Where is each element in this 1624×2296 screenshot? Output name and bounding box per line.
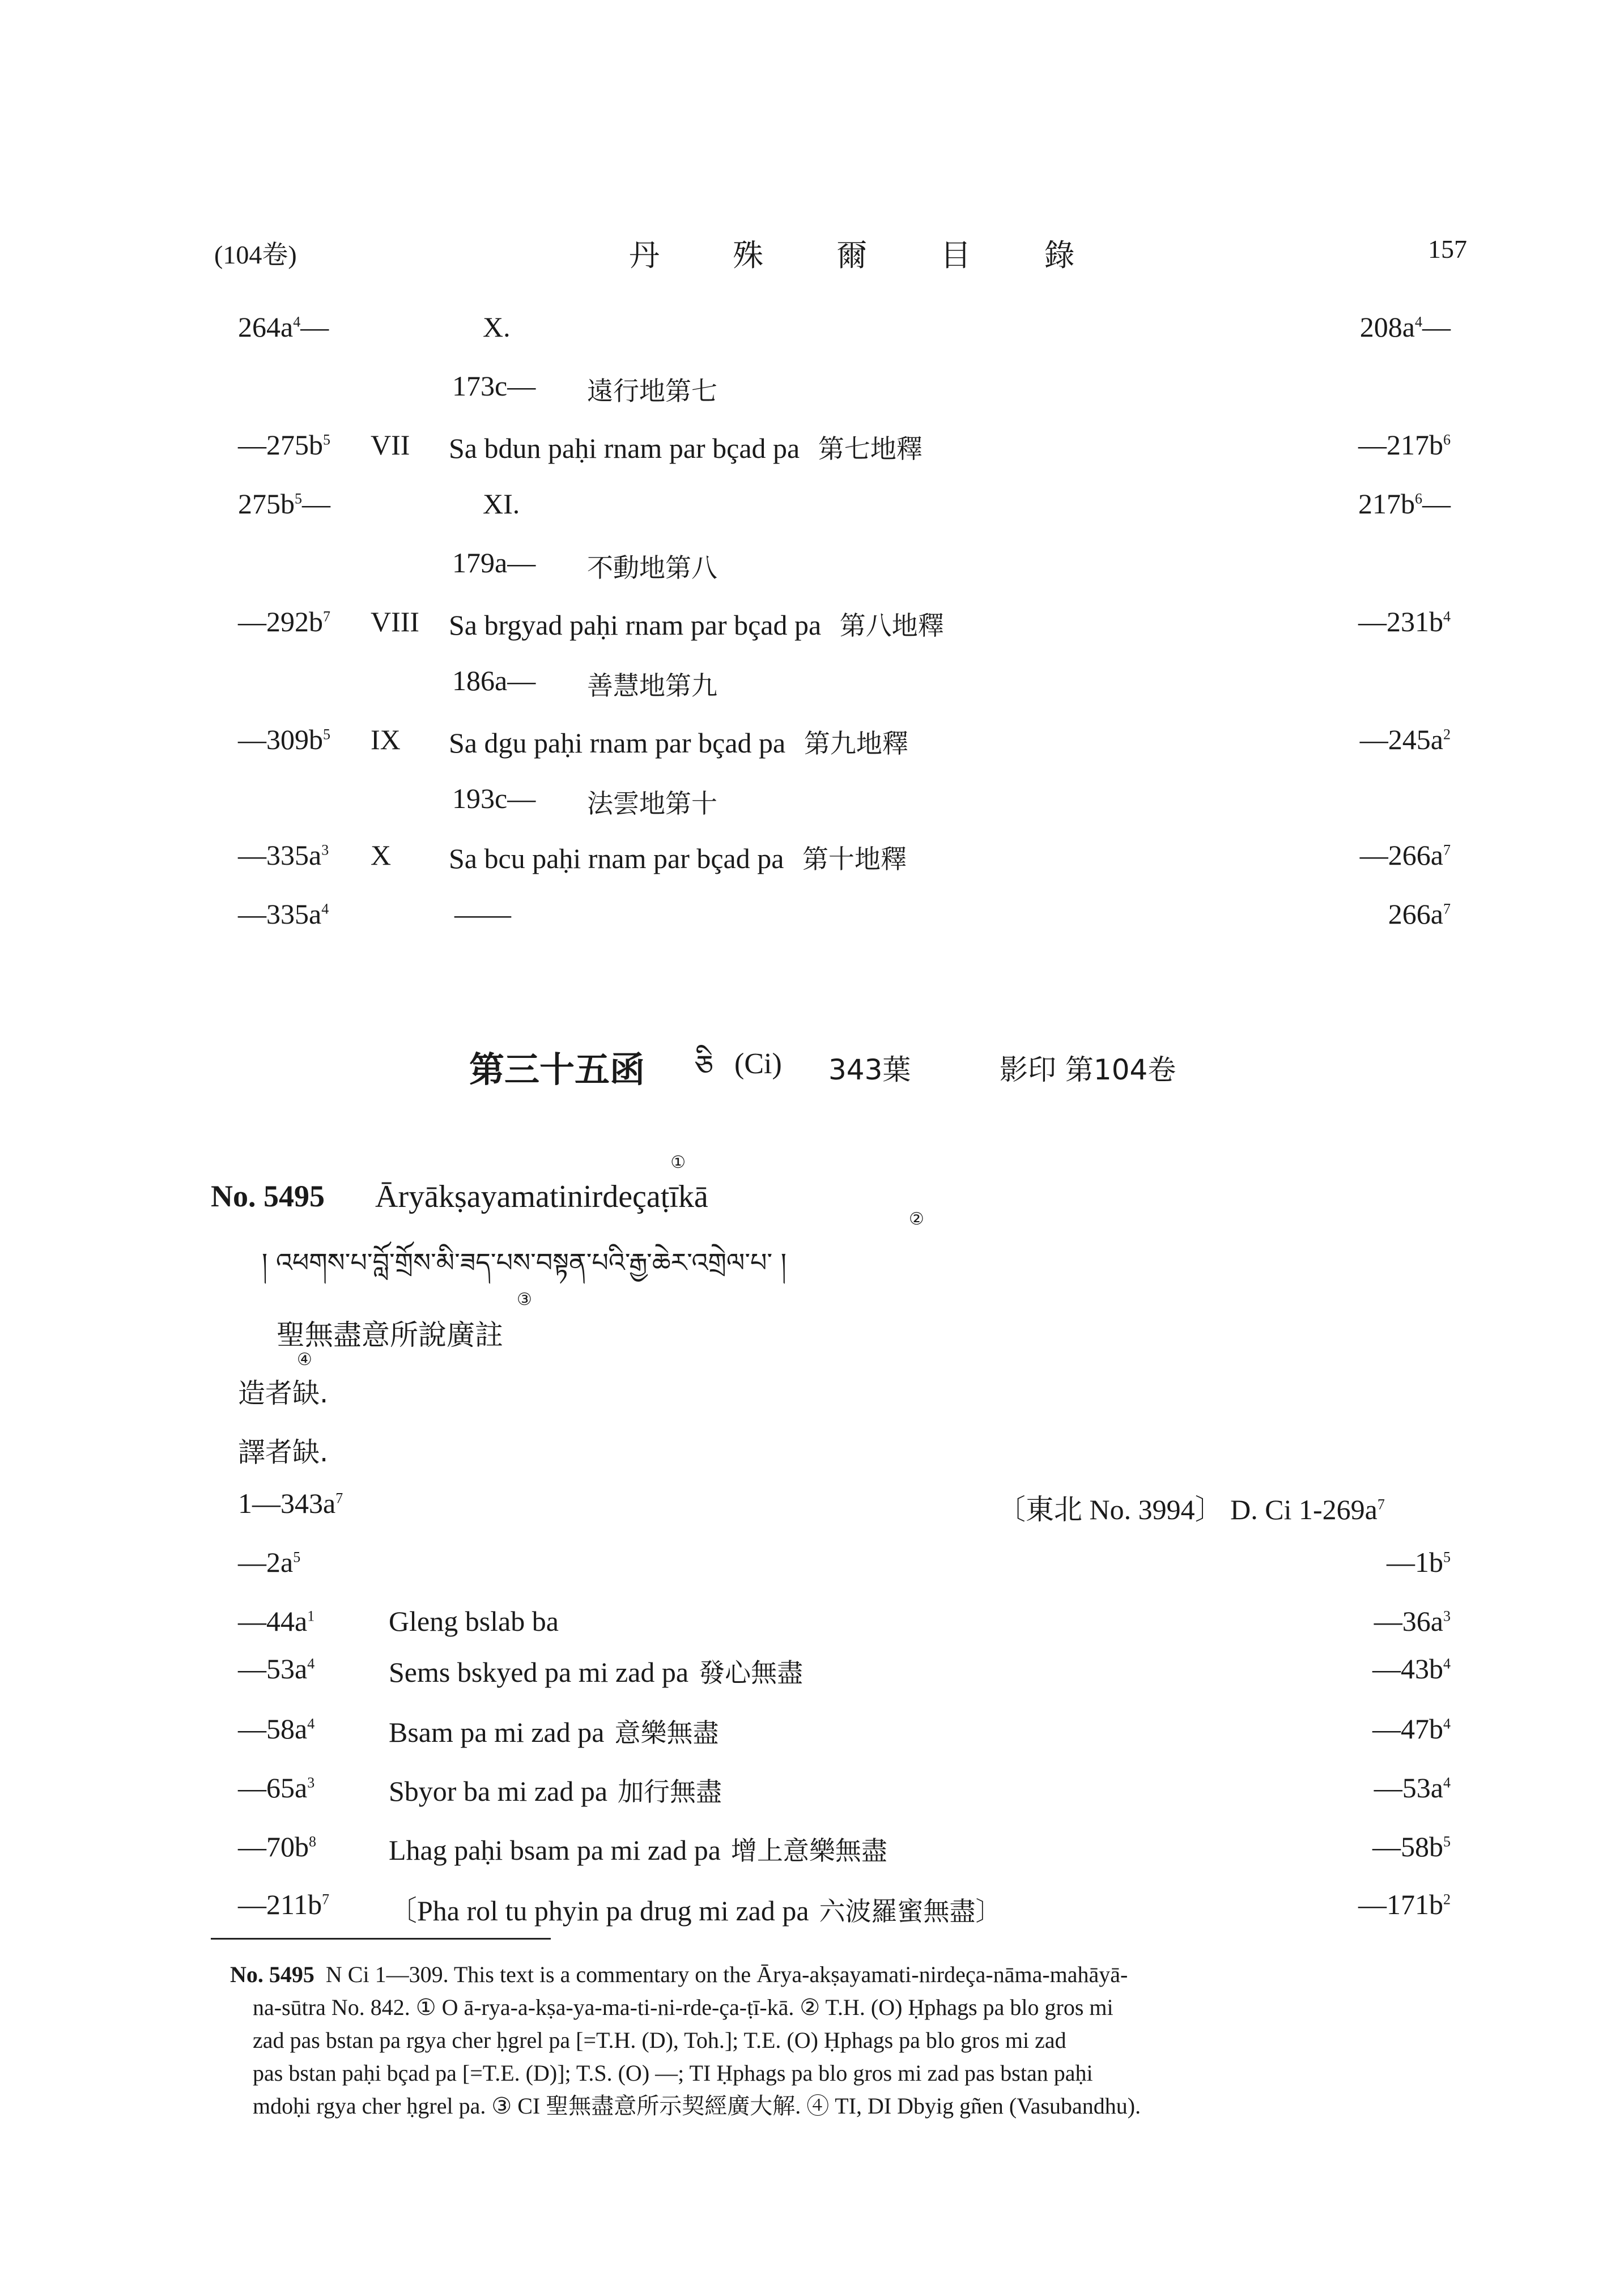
entry-number: No. 5495 — [211, 1179, 325, 1213]
note-mark-3: ③ — [517, 1290, 532, 1309]
folio-text: —335a — [238, 839, 322, 871]
folio-line: 4 — [307, 1715, 315, 1732]
folio-tail: — — [300, 311, 329, 343]
folio-text: —53a — [238, 1653, 308, 1685]
folio-line: 7 — [322, 1891, 330, 1908]
footnote-line-2: na-sūtra No. 842. ① O ā-rya-a-kṣa-ya-ma-ti-ni-rde-ça-ṭī-kā. ② T.H. (O) Ḥphags pa blo gros mi — [253, 1995, 1113, 2020]
folio-text: —335a — [238, 898, 322, 930]
folio-line: 3 — [321, 841, 329, 858]
row-left-folio — [238, 428, 330, 461]
row-left-folio — [238, 1652, 314, 1685]
folio-line: 4 — [1443, 1774, 1451, 1791]
row-title-text: Lhag paḥi bsam pa mi zad pa — [389, 1834, 721, 1866]
folio-text: 217b — [1358, 488, 1415, 520]
folio-line: 7 — [1443, 841, 1451, 858]
row-left-folio — [238, 487, 330, 520]
section-print-volume: 影印 第104卷 — [1000, 1053, 1176, 1086]
sub-heading-chinese: 法雲地第十 — [587, 788, 717, 819]
row-title — [449, 605, 944, 643]
folio-text: —217b — [1358, 429, 1443, 461]
folio-line: 2 — [1443, 1891, 1451, 1908]
footnote-line-4: pas bstan paḥi bçad pa [=T.E. (D)]; T.S. (O) —; TI Ḥphags pa blo gros mi zad pas bstan paḥi — [253, 2060, 1093, 2086]
footnote-line-3: zad pas bstan pa rgya cher ḥgrel pa [=T.H. (D), Toh.]; T.E. (O) Ḥphags pa blo gros mi zad — [253, 2027, 1066, 2053]
folio-text: 208a — [1359, 311, 1415, 343]
folio-line: 4 — [307, 1655, 315, 1672]
row-right-folio — [1320, 1830, 1451, 1863]
row-title-text: Sems bskyed pa mi zad pa — [389, 1656, 689, 1688]
row-title — [449, 723, 908, 760]
row-title-text: Bsam pa mi zad pa — [389, 1716, 605, 1748]
footnote-line-1: No. 5495 N Ci 1—309. This text is a commentary on the Ārya-akṣayamati-nirdeça-nāma-mahāyā- — [230, 1962, 1128, 1987]
entry-title-text: Āryākṣayamatinirdeçaṭīkā — [375, 1179, 708, 1214]
folio-tail: — — [302, 488, 330, 520]
folio-line: 8 — [309, 1833, 316, 1850]
row-left-folio — [238, 311, 329, 343]
folio-text: —36a — [1374, 1605, 1443, 1637]
row-title-chinese: 意樂無盡 — [614, 1717, 719, 1748]
row-right-folio — [1332, 605, 1451, 638]
row-title-text: Sa brgyad paḥi rnam par bçad pa — [449, 609, 822, 641]
row-title-text: Sbyor ba mi zad pa — [389, 1775, 608, 1807]
note-mark-4: ④ — [297, 1350, 312, 1370]
folio-text: —171b — [1358, 1889, 1443, 1920]
folio-text: —309b — [238, 724, 323, 755]
tibetan-title-text: ། འཕགས་པ་བློ་གྲོས་མི་ཟད་པས་བསྟན་པའི་རྒྱ་ཆེར་འགྲེལ་པ་ ། — [262, 1247, 787, 1278]
translator-line: 譯者缺. — [238, 1436, 329, 1468]
row-title-text: Sa bcu paḥi rnam par bçad pa — [449, 843, 784, 874]
folio-tail: — — [1422, 488, 1451, 520]
row-title — [449, 428, 922, 466]
row-right-folio — [1320, 1888, 1451, 1921]
row-roman-numeral: X — [371, 839, 392, 871]
folio-text: —47b — [1372, 1713, 1443, 1745]
row-title-chinese: 第八地釋 — [831, 610, 944, 641]
folio-line: 4 — [1443, 608, 1451, 625]
folio-line: 2 — [1443, 726, 1451, 743]
footnote-rule — [211, 1938, 551, 1940]
chinese-title: 聖無盡意所說廣註 — [277, 1319, 503, 1351]
sub-heading-chinese: 善慧地第九 — [587, 670, 717, 701]
folio-text: —211b — [238, 1889, 322, 1920]
row-right-folio — [1332, 311, 1451, 343]
row-right-folio — [1332, 428, 1451, 461]
section-title: 第三十五函 — [469, 1049, 645, 1090]
section-latin: (Ci) — [734, 1048, 782, 1080]
folio-text: —266a — [1359, 839, 1443, 871]
row-right-folio — [1320, 1652, 1451, 1685]
folio-line: 4 — [293, 313, 301, 330]
folio-line: 3 — [1443, 1608, 1451, 1625]
folio-line: 5 — [295, 490, 302, 507]
row-right-folio — [1320, 1605, 1451, 1638]
row-roman-numeral: VIII — [371, 606, 420, 637]
row-right-folio — [1332, 839, 1451, 871]
folio-line: 5 — [323, 726, 330, 743]
folio-line: 5 — [323, 431, 330, 448]
sub-heading-number: 186a— — [452, 665, 536, 696]
row-title-text: 〔Pha rol tu phyin pa drug mi zad pa — [389, 1895, 809, 1927]
folio-line: 6 — [1415, 490, 1422, 507]
folio-line: 6 — [1443, 431, 1451, 448]
range-left: $1—343a^7$ — [238, 1487, 343, 1519]
folio-line: 7 — [323, 608, 330, 625]
row-right-folio — [1332, 898, 1451, 930]
folio-text: —65a — [238, 1772, 308, 1804]
row-title-chinese: 發心無盡 — [699, 1657, 804, 1688]
folio-text: —231b — [1358, 606, 1443, 637]
folio-tail: — — [1422, 311, 1451, 343]
row-right-folio — [1332, 723, 1451, 756]
row-title — [389, 1888, 1002, 1929]
folio-text: 275b — [238, 488, 295, 520]
row-title — [449, 839, 907, 876]
row-title-text: Gleng bslab ba — [389, 1605, 559, 1637]
folio-text: 266a — [1388, 898, 1443, 930]
folio-text: —292b — [238, 606, 323, 637]
folio-text: —1b — [1387, 1546, 1443, 1578]
volume-label: (104卷) — [214, 240, 297, 269]
row-title — [389, 1652, 803, 1690]
folio-line: 5 — [293, 1549, 301, 1566]
sub-heading-chinese: 遠行地第七 — [587, 376, 717, 406]
tohoku-reference: 〔東北 No. 3994〕 D. Ci $1-269a^7$ — [997, 1494, 1385, 1525]
row-right-folio — [1320, 1712, 1451, 1745]
row-roman-numeral: IX — [371, 724, 401, 755]
row-left-folio — [238, 1546, 300, 1579]
row-title-text: XI. — [483, 488, 520, 520]
row-title-text: Sa bdun paḥi rnam par bçad pa — [449, 432, 800, 464]
folio-text: —245a — [1359, 724, 1443, 755]
author-line: 造者缺. — [238, 1377, 329, 1409]
folio-text: 264a — [238, 311, 294, 343]
row-left-folio — [238, 1888, 329, 1921]
row-right-folio — [1332, 487, 1451, 520]
entry-title — [375, 1153, 708, 1215]
row-left-folio — [238, 605, 330, 638]
row-left-folio — [238, 1830, 316, 1863]
row-right-folio — [1320, 1771, 1451, 1804]
folio-line: 4 — [1415, 313, 1422, 330]
row-left-folio — [238, 1605, 314, 1638]
row-left-folio — [238, 839, 329, 871]
row-roman-numeral: VII — [371, 429, 410, 461]
row-title — [483, 487, 520, 520]
page-header-title: 丹 殊 爾 目 錄 — [629, 237, 1107, 273]
folio-line: 5 — [1443, 1833, 1451, 1850]
folio-line: 4 — [1443, 1655, 1451, 1672]
row-title — [389, 1771, 722, 1809]
footnote — [230, 1958, 1477, 2123]
sub-heading-number: 179a— — [452, 547, 536, 579]
sub-heading-number: 173c— — [452, 370, 536, 402]
folio-line: 1 — [307, 1608, 315, 1625]
row-title-text: X. — [483, 311, 511, 343]
row-title-text: —— — [454, 898, 511, 930]
row-left-folio — [238, 723, 330, 756]
row-title-chinese: 六波羅蜜無盡〕 — [819, 1896, 1002, 1927]
note-mark-1: ① — [670, 1153, 686, 1172]
row-title-chinese: 加行無盡 — [618, 1776, 722, 1807]
folio-line: 5 — [1443, 1549, 1451, 1566]
sub-heading-number: 193c— — [452, 783, 536, 814]
folio-text: —275b — [238, 429, 323, 461]
row-title-chinese: 第七地釋 — [810, 433, 922, 464]
section-tibetan-letter: ཅི — [695, 1049, 714, 1083]
row-title — [454, 898, 511, 930]
row-title — [389, 1712, 719, 1750]
folio-line: 3 — [307, 1774, 315, 1791]
folio-text: —70b — [238, 1831, 309, 1863]
folio-text: —43b — [1372, 1653, 1443, 1685]
row-title-chinese: 第九地釋 — [796, 728, 908, 759]
section-leaves: 343葉 — [828, 1053, 911, 1086]
row-title-chinese: 增上意樂無盡 — [730, 1835, 887, 1866]
row-right-folio — [1320, 1546, 1451, 1579]
folio-text: —44a — [238, 1605, 308, 1637]
row-left-folio — [238, 898, 329, 930]
folio-line: 7 — [1443, 900, 1451, 917]
page-number: 157 — [1428, 235, 1467, 263]
row-left-folio — [238, 1771, 314, 1804]
folio-text: —2a — [238, 1546, 294, 1578]
folio-text: —58b — [1372, 1831, 1443, 1863]
row-title — [389, 1605, 559, 1638]
footnote-line-5: mdoḥi rgya cher ḥgrel pa. ③ CI 聖無盡意所示契經廣大解. ④ TI, DI Dbyig gñen (Vasubandhu). — [253, 2093, 1141, 2119]
folio-line: 4 — [321, 900, 329, 917]
row-title — [483, 311, 511, 343]
row-left-folio — [238, 1712, 314, 1745]
row-title — [389, 1830, 887, 1868]
folio-text: —53a — [1374, 1772, 1443, 1804]
note-mark-2: ② — [909, 1209, 924, 1229]
row-title-chinese: 第十地釋 — [794, 844, 907, 874]
sub-heading-chinese: 不動地第八 — [587, 552, 717, 583]
folio-text: —58a — [238, 1713, 308, 1745]
footnote-lead: No. 5495 — [230, 1962, 314, 1987]
row-title-text: Sa dgu paḥi rnam par bçad pa — [449, 727, 786, 759]
folio-line: 4 — [1443, 1715, 1451, 1732]
